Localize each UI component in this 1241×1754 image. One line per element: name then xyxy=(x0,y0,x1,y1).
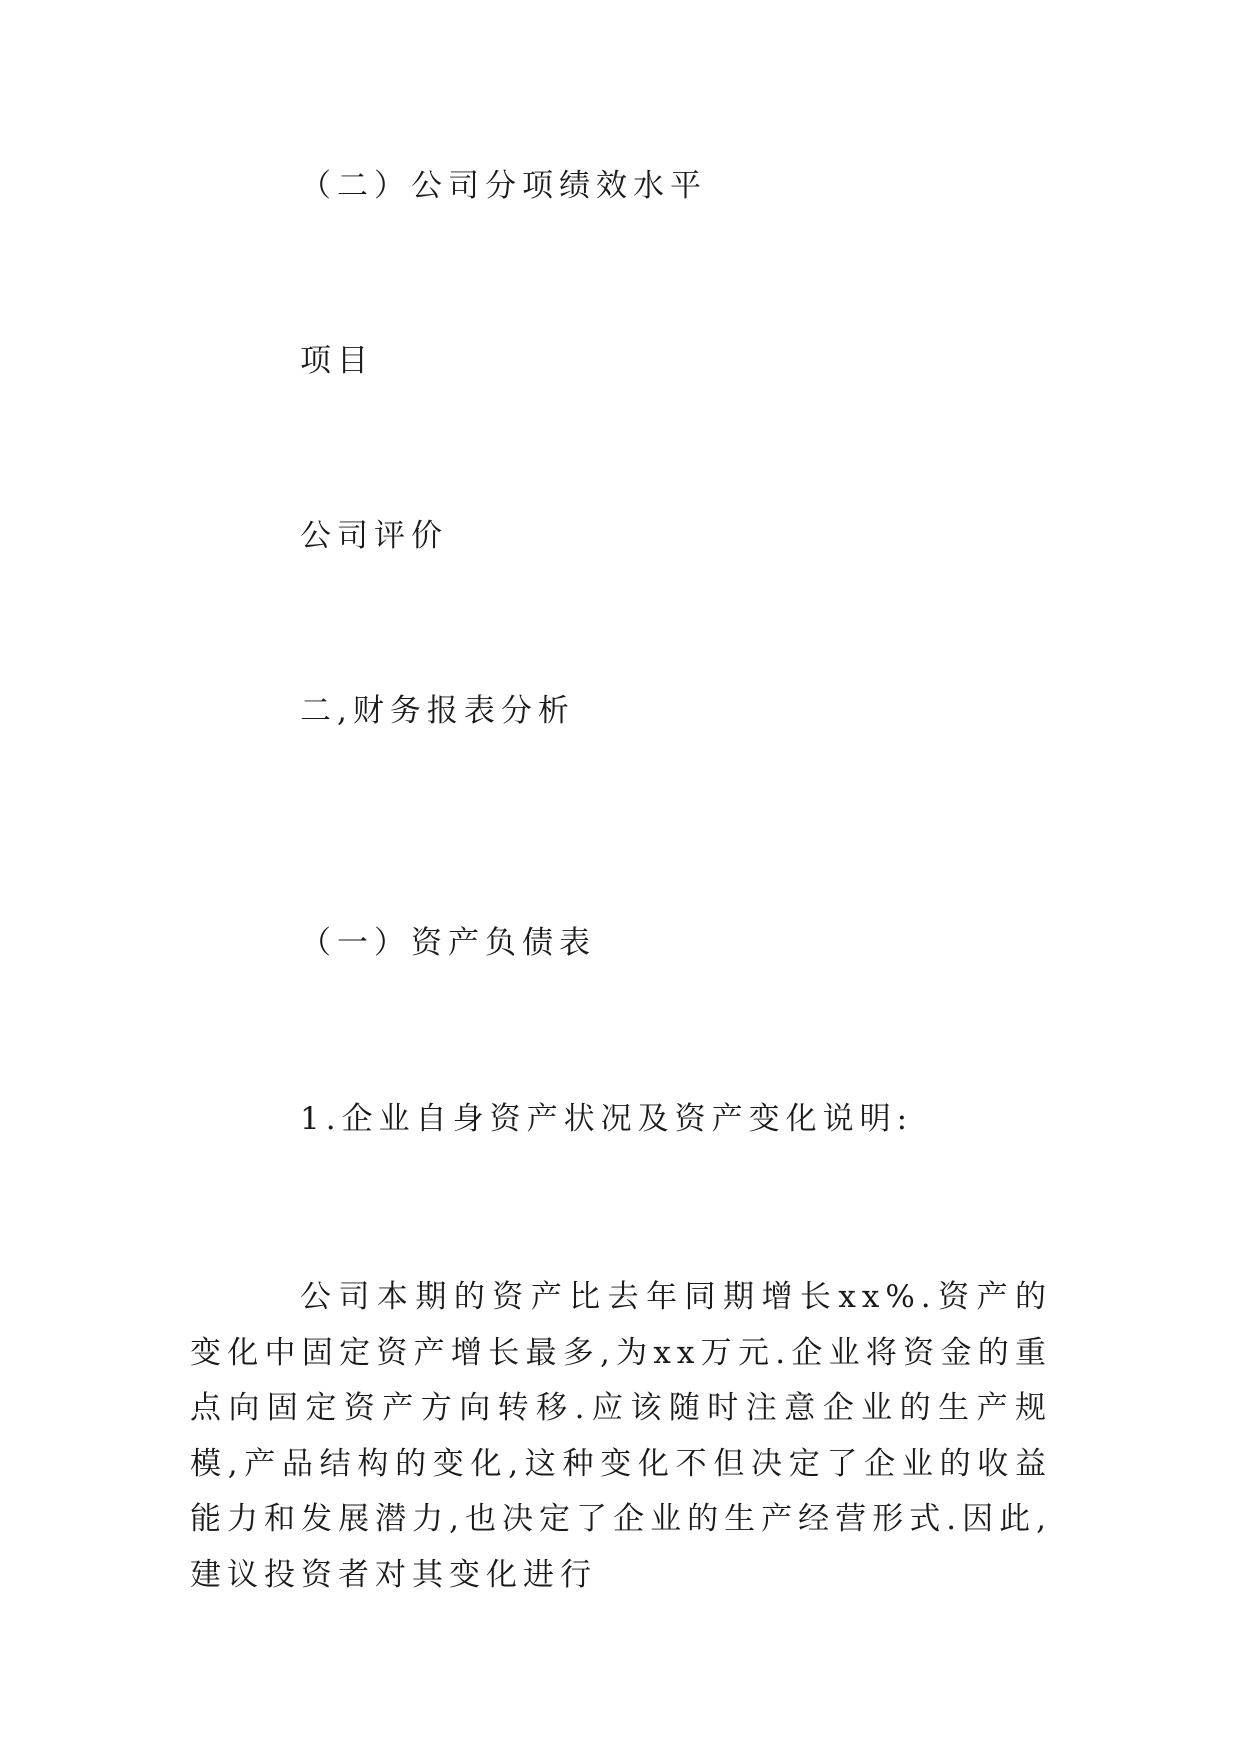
section-heading-financial-analysis: 二,财务报表分析 xyxy=(300,693,575,729)
numbered-heading-assets-note: 1.企业自身资产状况及资产变化说明: xyxy=(300,1101,914,1137)
subsection-heading-balance-sheet: （一）资产负债表 xyxy=(300,925,596,961)
evaluation-label: 公司评价 xyxy=(300,518,448,554)
body-paragraph: 公司本期的资产比去年同期增长xx%.资产的变化中固定资产增长最多,为xx万元.企业将资金的重点向固定资产方向转移.应该随时注意企业的生产规模,产品结构的变化,这种变化不但决定了企业的收益能力和发展潜力,也决定了企业的生产经营形式.因此,建议投资者对其变化进行 xyxy=(190,1279,1052,1593)
section-heading-performance: （二）公司分项绩效水平 xyxy=(300,168,707,204)
item-label: 项目 xyxy=(300,343,374,379)
